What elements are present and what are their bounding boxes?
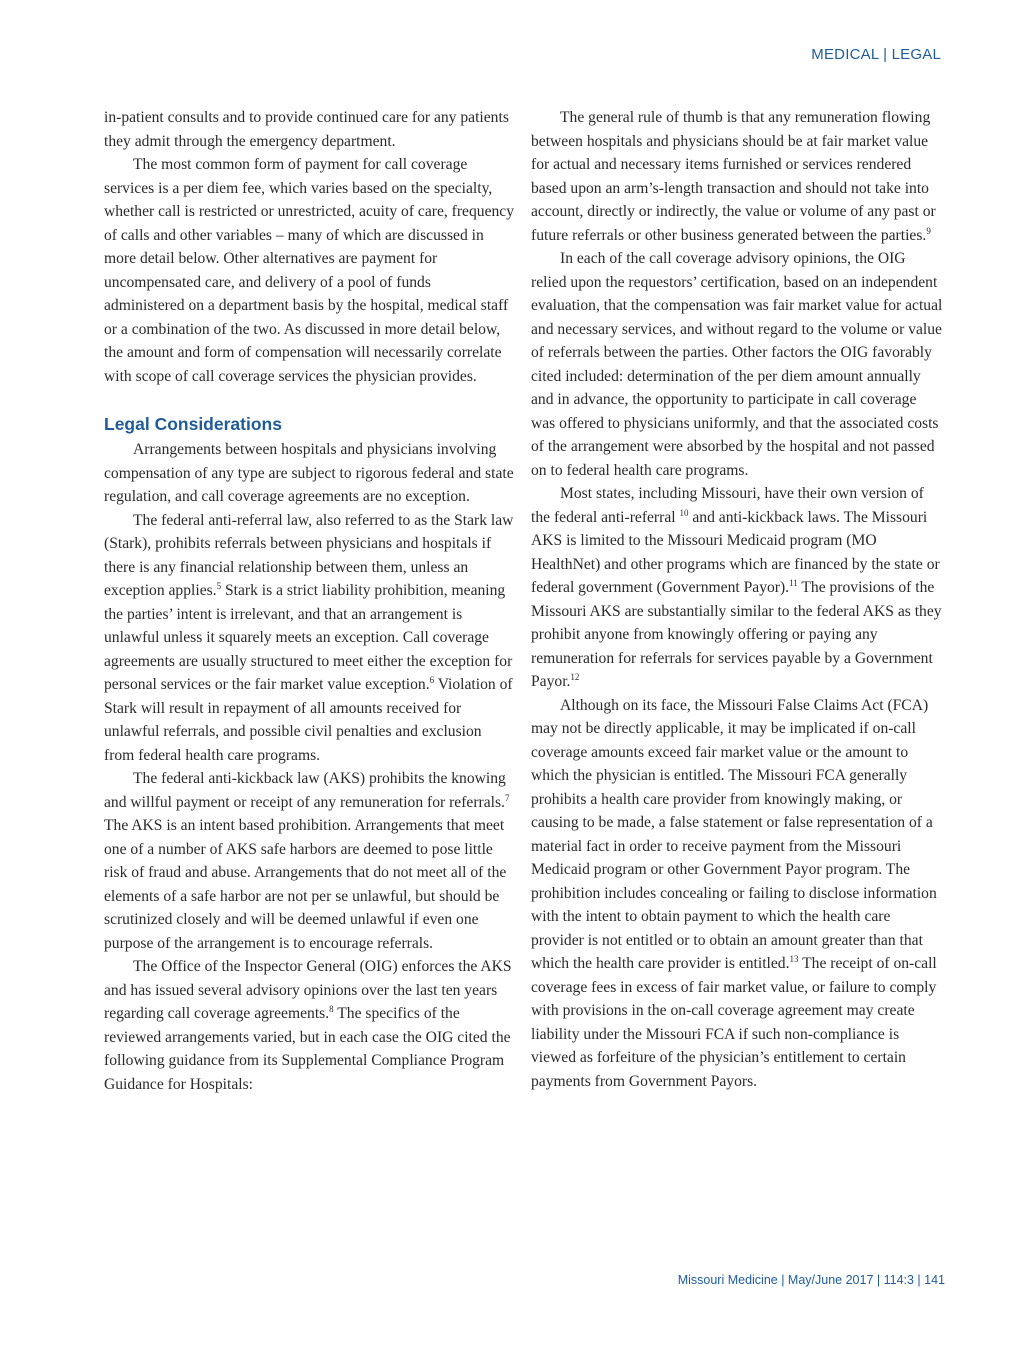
footnote-ref: 13 [789,954,799,964]
right-column [531,106,943,1093]
paragraph-text: The specifics of the reviewed arrangements varied, but in each case the OIG cited the following guidance from its Supplemental Compliance Program Guidance for Hospitals: [104,1005,511,1093]
footnote-ref: 7 [504,792,510,803]
paragraph: The most common form of payment for call coverage services is a per diem fee, which varies based on the specialty, whether call is restricted or unrestricted, acuity of care, frequency of calls and other variables – many of which are discussed in more detail below. Other alternatives are payment for uncompensated care, and delivery of a pool of funds administered on a department basis by the hospital, medical staff or a combination of the two. As discussed in more detail below, the amount and form of compensation will necessarily correlate with scope of call coverage services the physician provides. [104,156,515,385]
paragraph [104,509,514,768]
section-tag: MEDICAL | LEGAL [811,46,941,63]
paragraph [104,955,514,1096]
paragraph-text: The federal anti-kickback law (AKS) prohibits the knowing and willful payment or receipt of any remuneration for referrals. [104,770,506,811]
paragraph-text: The federal anti-referral law, also referred to as the Stark law (Stark), prohibits referrals between physicians and hospitals if there is any financial relationship between them, unless an exception applies. [104,511,514,599]
paragraph-text: Most states, including Missouri, have their own version of the federal anti-referral [531,485,924,526]
paragraph [531,482,943,694]
paragraph: In each of the call coverage advisory opinions, the OIG relied upon the requestors’ certification, based on an independent evaluation, that the compensation was fair market value for actual and necessary services, and without regard to the volume or value of referrals between the parties. Other factors the OIG favorably cited included: determination of the per diem amount annually and in advance, the opportunity to participate in call coverage was offered to physicians uniformly, and that the associated costs of the arrangement were absorbed by the hospital and not passed on to federal health care programs. [531,250,943,479]
paragraph [531,106,943,247]
footnote-ref: 11 [789,578,798,588]
paragraph-text: The Office of the Inspector General (OIG) enforces the AKS and has issued several advisory opinions over the last ten years regarding call coverage agreements. [104,958,512,1022]
left-column [104,106,514,1096]
footnote-ref: 5 [216,581,222,591]
page-footer: Missouri Medicine | May/June 2017 | 114:3 | 141 [677,1273,945,1287]
paragraph-text: The general rule of thumb is that any remuneration flowing between hospitals and physicians should be at fair market value for actual and necessary items furnished or services rendered based upon an arm’s-length transaction and should not take into account, directly or indirectly, the value or volume of any past or future referrals or other business generated between the parties. [531,109,936,244]
footnote-ref: 8 [329,1004,334,1014]
paragraph-text: The provisions of the Missouri AKS are substantially similar to the federal AKS as they prohibit anyone from knowingly offering or paying any remuneration for referrals for services payable by a Government Payor. [531,579,942,690]
paragraph-text: Although on its face, the Missouri False Claims Act (FCA) may not be directly applicable, it may be implicated if on-call coverage amounts exceed fair market value or the amount to which the physician is entitled. The Missouri FCA generally prohibits a health care provider from knowingly making, or causing to be made, a false statement or false representation of a material fact in order to receive payment from the Missouri Medicaid program or other Government Payor program. The prohibition includes concealing or failing to disclose information with the intent to obtain payment to which the health care provider is not entitled or to obtain an amount greater than that which the health care provider is entitled. [531,696,937,972]
paragraph [531,694,943,1094]
footnote-ref: 6 [429,675,435,685]
section-heading: Legal Considerations [104,414,282,434]
paragraph-text: The receipt of on-call coverage fees in excess of fair market value, or failure to comply with provisions in the on-call coverage agreement may create liability under the Missouri FCA if such non-compliance is viewed as forfeiture of the physician’s entitlement to certain payments from Government Payors. [531,955,937,1090]
paragraph: Arrangements between hospitals and physicians involving compensation of any type are subject to rigorous federal and state regulation, and call coverage agreements are no exception. [104,441,514,505]
paragraph-text: The AKS is an intent based prohibition. Arrangements that meet one of a number of AKS safe harbors are deemed to pose little risk of fraud and abuse. Arrangements that do not meet all of the elements of a safe harbor are not per se unlawful, but should be scrutinized closely and will be deemed unlawful if even one purpose of the arrangement is to encourage referrals. [104,817,507,952]
footnote-ref: 10 [679,507,689,518]
paragraph: in-patient consults and to provide continued care for any patients they admit through the emergency department. [104,109,509,150]
paragraph-text: and anti-kickback laws. The Missouri AKS is limited to the Missouri Medicaid program (MO HealthNet) and other programs which are financed by the state or federal government (Government Payor). [531,508,940,596]
paragraph [104,767,514,955]
paragraph-text: Violation of Stark will result in repayment of all amounts received for unlawful referrals, and possible civil penalties and exclusion from federal health care programs. [104,676,513,764]
paragraph-text: Stark is a strict liability prohibition, meaning the parties’ intent is irrelevant, and that an arrangement is unlawful unless it squarely meets an exception. Call coverage agreements are usually structured to meet either the exception for personal services or the fair market value exception. [104,582,513,693]
footnote-ref: 9 [926,225,931,236]
footnote-ref: 12 [570,672,580,682]
